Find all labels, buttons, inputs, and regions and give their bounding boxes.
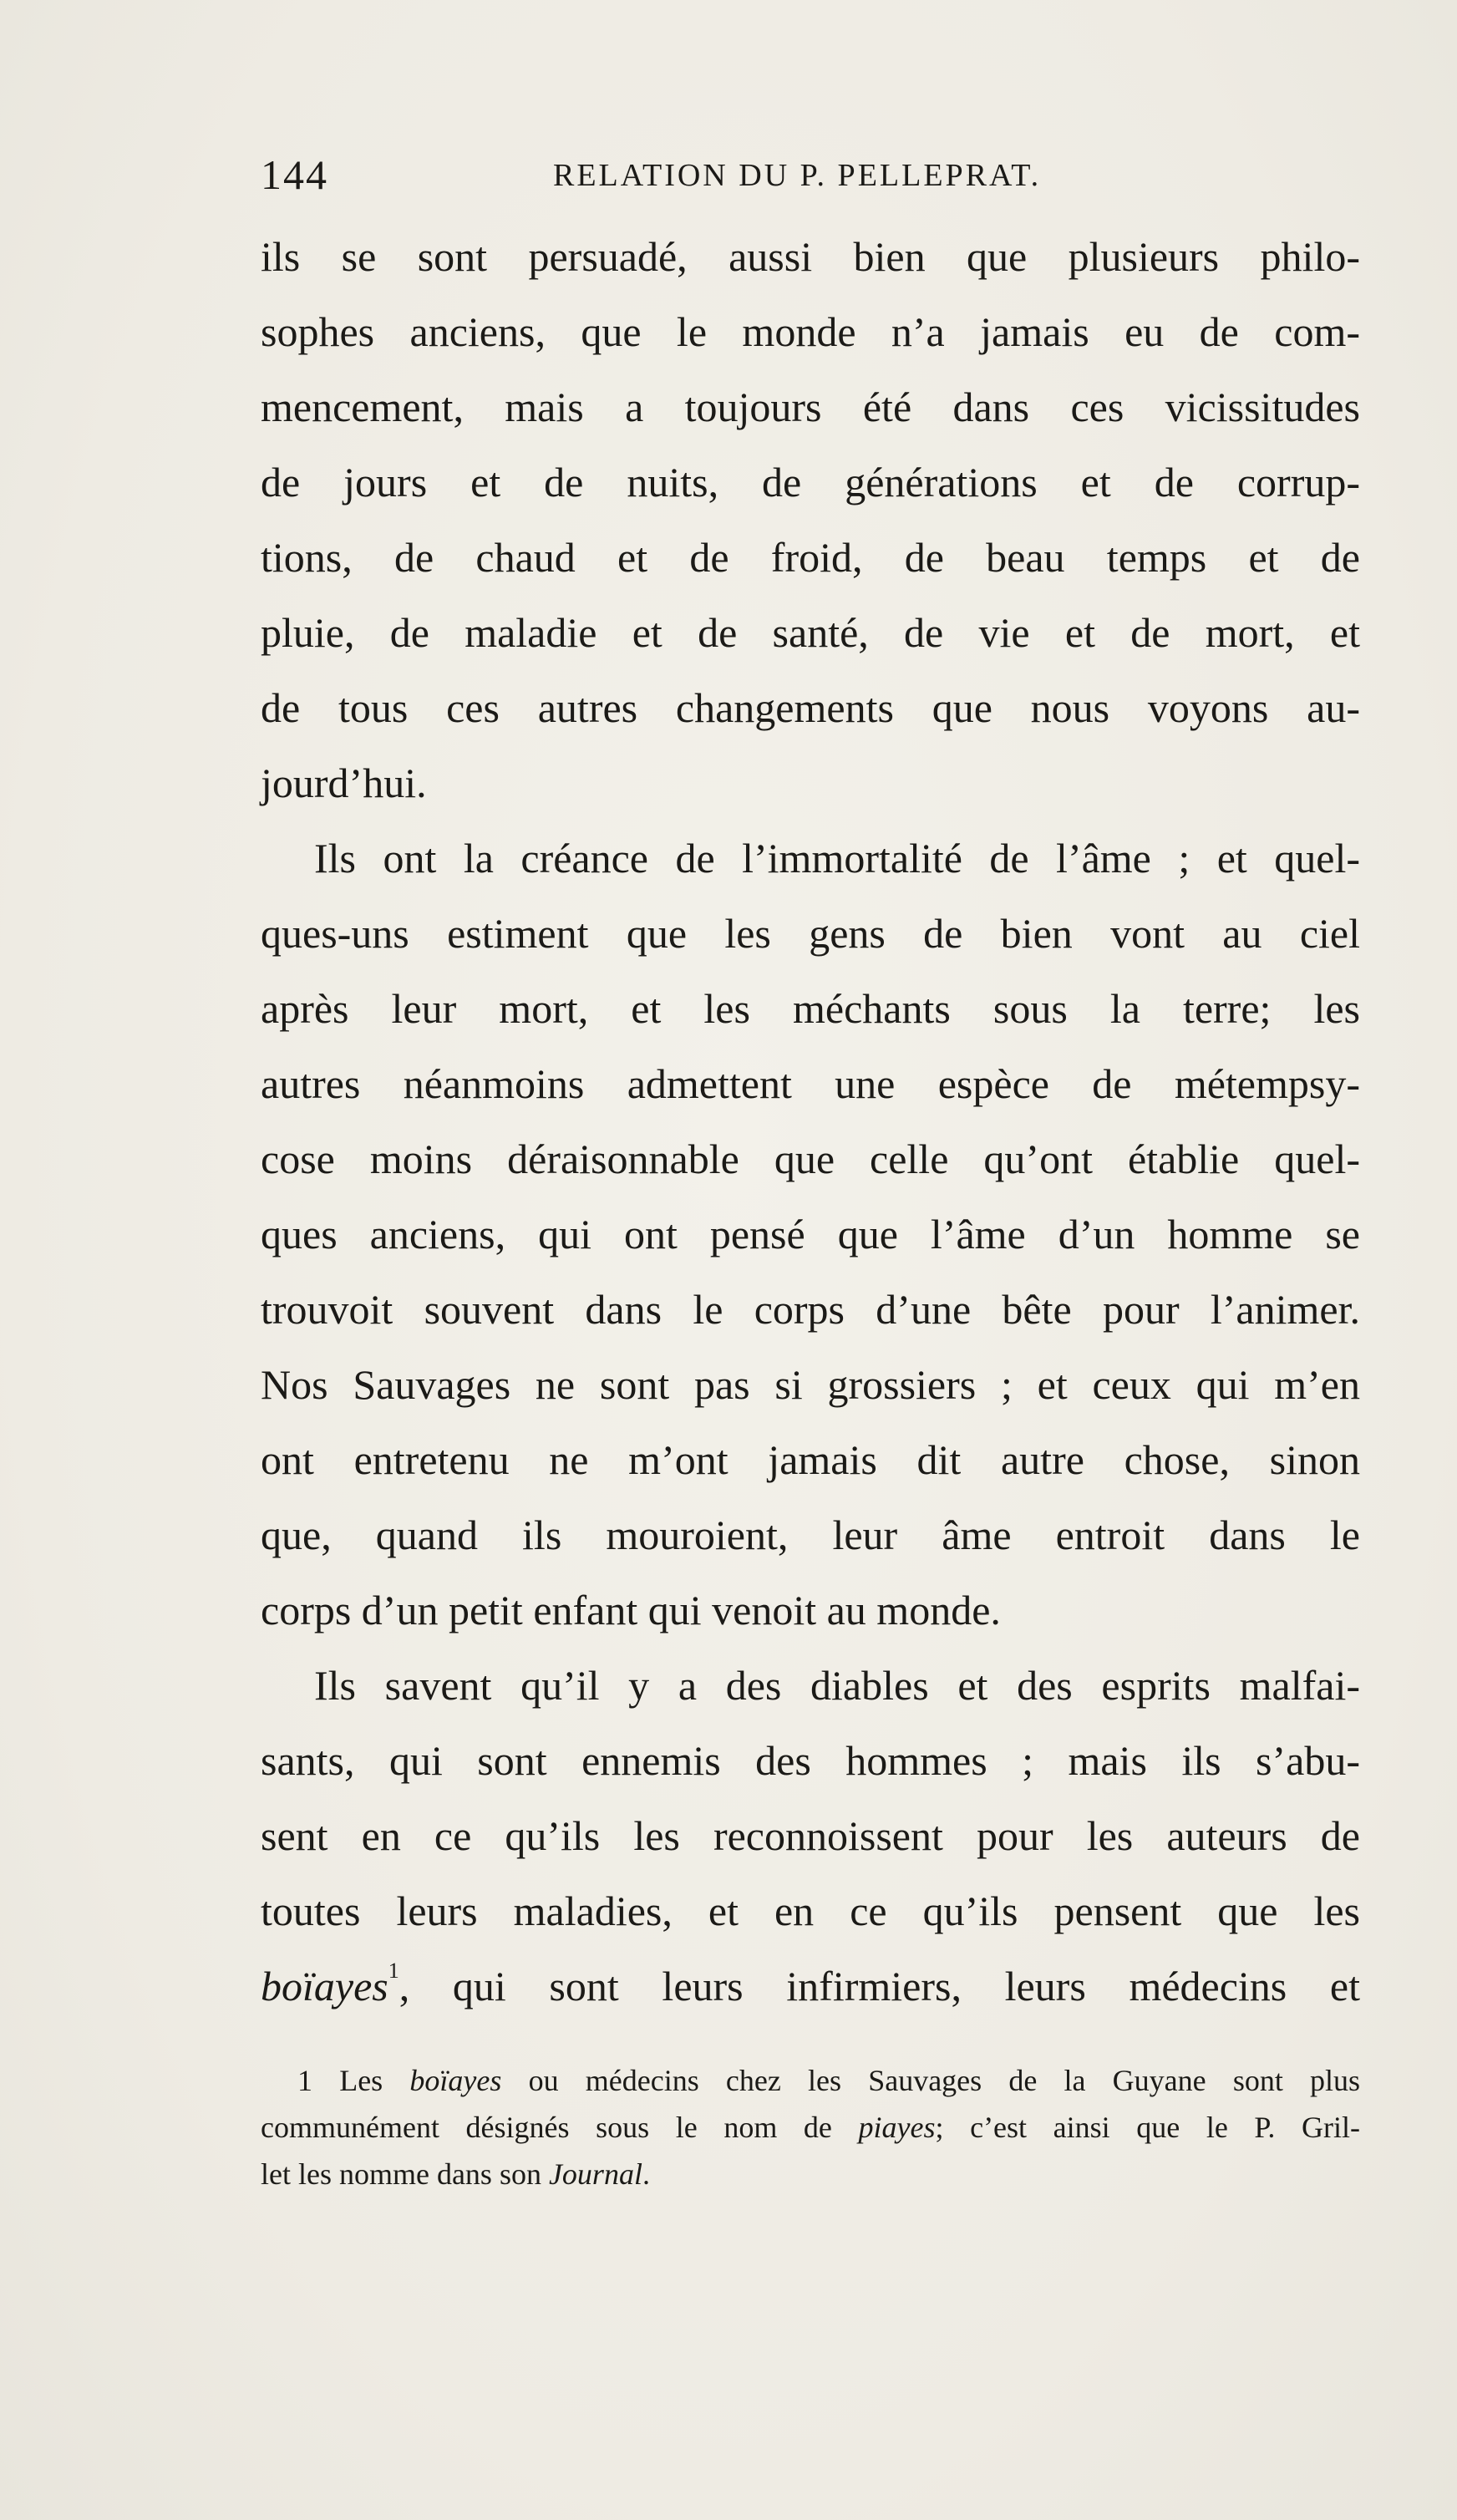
text-line: Nos Sauvages ne sont pas si grossiers ; et ceux qui m’en bbox=[261, 1361, 1360, 1408]
footnote-line bbox=[261, 2151, 1360, 2197]
text-line: de tous ces autres changements que nous voyons au- bbox=[261, 684, 1360, 731]
text-line bbox=[261, 1948, 1360, 2024]
text-line: toutes leurs maladies, et en ce qu’ils pensent que les bbox=[261, 1887, 1360, 1934]
text-line: Ils ont la créance de l’immortalité de l’âme ; et quel- bbox=[314, 835, 1360, 881]
footnote-text: . bbox=[642, 2157, 650, 2191]
main-text bbox=[261, 219, 1360, 2024]
page-header bbox=[261, 150, 1360, 201]
footnote-line bbox=[261, 2057, 1360, 2104]
footnote-text: let les nomme dans son bbox=[261, 2157, 541, 2191]
footnotes bbox=[261, 2057, 1360, 2197]
text-line: cose moins déraisonnable que celle qu’ont établie quel- bbox=[261, 1136, 1360, 1182]
running-head: RELATION DU P. PELLEPRAT. bbox=[553, 158, 1042, 193]
text-line: tions, de chaud et de froid, de beau temps et de bbox=[261, 534, 1360, 581]
text-line: sants, qui sont ennemis des hommes ; mais ils s’abu- bbox=[261, 1737, 1360, 1784]
text-line: ont entretenu ne m’ont jamais dit autre chose, sinon bbox=[261, 1436, 1360, 1483]
text-line: autres néanmoins admettent une espèce de métempsy- bbox=[261, 1060, 1360, 1107]
text-line: après leur mort, et les méchants sous la terre; les bbox=[261, 985, 1360, 1032]
page-number: 144 bbox=[261, 151, 328, 198]
text-line: ils se sont persuadé, aussi bien que plusieurs philo- bbox=[261, 233, 1360, 280]
text-line: trouvoit souvent dans le corps d’une bête pour l’animer. bbox=[261, 1286, 1360, 1333]
text-line: corps d’un petit enfant qui venoit au monde. bbox=[261, 1587, 1001, 1633]
text-line: ques anciens, qui ont pensé que l’âme d’un homme se bbox=[261, 1211, 1360, 1257]
text-line: pluie, de maladie et de santé, de vie et de mort, et bbox=[261, 609, 1360, 656]
footnote-line bbox=[261, 2104, 1360, 2151]
text-line: mencement, mais a toujours été dans ces vicissitudes bbox=[261, 384, 1360, 430]
footnote-text: communément désignés sous le nom de bbox=[261, 2111, 832, 2144]
footnote-italic-term: boïayes bbox=[409, 2064, 502, 2097]
footnote-italic-term: Journal bbox=[548, 2157, 642, 2191]
footnote-text: ou médecins chez les Sauvages de la Guyane sont plus bbox=[528, 2064, 1361, 2097]
text-line: sent en ce qu’ils les reconnoissent pour les auteurs de bbox=[261, 1812, 1360, 1859]
text-line: sophes anciens, que le monde n’a jamais eu de com- bbox=[261, 308, 1360, 355]
footnote-italic-term: piayes bbox=[858, 2111, 936, 2144]
footnote-text: Les bbox=[339, 2064, 383, 2097]
footnote-number: 1 bbox=[297, 2064, 312, 2097]
footnote-text: ; c’est ainsi que le P. Gril- bbox=[935, 2111, 1361, 2144]
text-line: que, quand ils mouroient, leur âme entroit dans le bbox=[261, 1511, 1360, 1558]
text-line-rest: , qui sont leurs infirmiers, leurs médecins et bbox=[399, 1963, 1360, 2009]
footnote-reference[interactable]: 1 bbox=[388, 1959, 399, 1983]
text-line: Ils savent qu’il y a des diables et des esprits malfai- bbox=[314, 1662, 1360, 1709]
text-line: jourd’hui. bbox=[261, 760, 427, 806]
text-line: de jours et de nuits, de générations et de corrup- bbox=[261, 459, 1360, 506]
text-line: ques-uns estiment que les gens de bien vont au ciel bbox=[261, 910, 1360, 957]
italic-term: boïayes bbox=[261, 1963, 388, 2009]
